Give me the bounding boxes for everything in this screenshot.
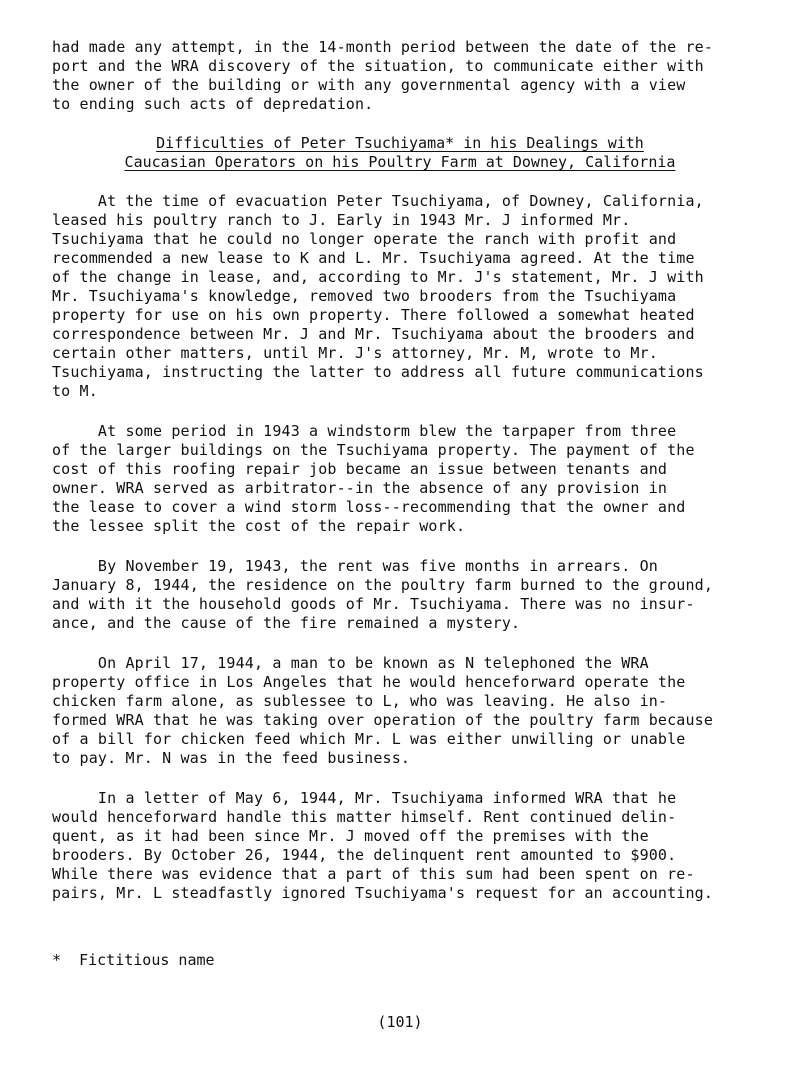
text-line: to M. (52, 382, 98, 400)
text-line: of the larger buildings on the Tsuchiyama property. The payment of the (52, 441, 695, 459)
text-line: to pay. Mr. N was in the feed business. (52, 749, 411, 767)
text-line: At the time of evacuation Peter Tsuchiyama, of Downey, California, (52, 192, 704, 210)
text-line: In a letter of May 6, 1944, Mr. Tsuchiyama informed WRA that he (52, 789, 677, 807)
text-line: property office in Los Angeles that he would henceforward operate the (52, 673, 686, 691)
text-line: the lease to cover a wind storm loss--recommending that the owner and (52, 498, 686, 516)
text-line: recommended a new lease to K and L. Mr. Tsuchiyama agreed. At the time (52, 249, 695, 267)
text-line: formed WRA that he was taking over operation of the poultry farm because (52, 711, 714, 729)
text-line: property for use on his own property. There followed a somewhat heated (52, 306, 695, 324)
text-line: ance, and the cause of the fire remained a mystery. (52, 614, 521, 632)
text-line: the owner of the building or with any governmental agency with a view (52, 76, 686, 94)
text-line: Tsuchiyama, instructing the latter to address all future communications (52, 363, 704, 381)
text-line: leased his poultry ranch to J. Early in 1943 Mr. J informed Mr. (52, 211, 631, 229)
text-line: correspondence between Mr. J and Mr. Tsuchiyama about the brooders and (52, 325, 695, 343)
footnote: * Fictitious name (52, 951, 215, 969)
text-line: and with it the household goods of Mr. Tsuchiyama. There was no insur- (52, 595, 695, 613)
text-line: of a bill for chicken feed which Mr. L was either unwilling or unable (52, 730, 686, 748)
text-line: port and the WRA discovery of the situation, to communicate either with (52, 57, 704, 75)
text-line: At some period in 1943 a windstorm blew the tarpaper from three (52, 422, 677, 440)
text-line: pairs, Mr. L steadfastly ignored Tsuchiyama's request for an accounting. (52, 884, 714, 902)
text-line: Tsuchiyama that he could no longer operate the ranch with profit and (52, 230, 677, 248)
text-line: January 8, 1944, the residence on the poultry farm burned to the ground, (52, 576, 714, 594)
text-line: On April 17, 1944, a man to be known as N telephoned the WRA (52, 654, 649, 672)
text-line: brooders. By October 26, 1944, the delinquent rent amounted to $900. (52, 846, 677, 864)
heading-line: Difficulties of Peter Tsuchiyama* in his Dealings with (156, 134, 644, 152)
text-line: cost of this roofing repair job became an issue between tenants and (52, 460, 668, 478)
text-line: would henceforward handle this matter himself. Rent continued delin- (52, 808, 677, 826)
text-line: quent, as it had been since Mr. J moved off the premises with the (52, 827, 649, 845)
text-line: certain other matters, until Mr. J's attorney, Mr. M, wrote to Mr. (52, 344, 658, 362)
text-line: to ending such acts of depredation. (52, 95, 374, 113)
heading-line: Caucasian Operators on his Poultry Farm at Downey, California (124, 153, 676, 171)
page-number: (101) (377, 1013, 423, 1031)
text-line: By November 19, 1943, the rent was five months in arrears. On (52, 557, 658, 575)
text-line: of the change in lease, and, according to Mr. J's statement, Mr. J with (52, 268, 704, 286)
text-line: owner. WRA served as arbitrator--in the absence of any provision in (52, 479, 668, 497)
text-line: chicken farm alone, as sublessee to L, who was leaving. He also in- (52, 692, 668, 710)
text-line: While there was evidence that a part of this sum had been spent on re- (52, 865, 695, 883)
text-line: had made any attempt, in the 14-month period between the date of the re- (52, 38, 714, 56)
text-line: Mr. Tsuchiyama's knowledge, removed two brooders from the Tsuchiyama (52, 287, 677, 305)
text-line: the lessee split the cost of the repair work. (52, 517, 466, 535)
